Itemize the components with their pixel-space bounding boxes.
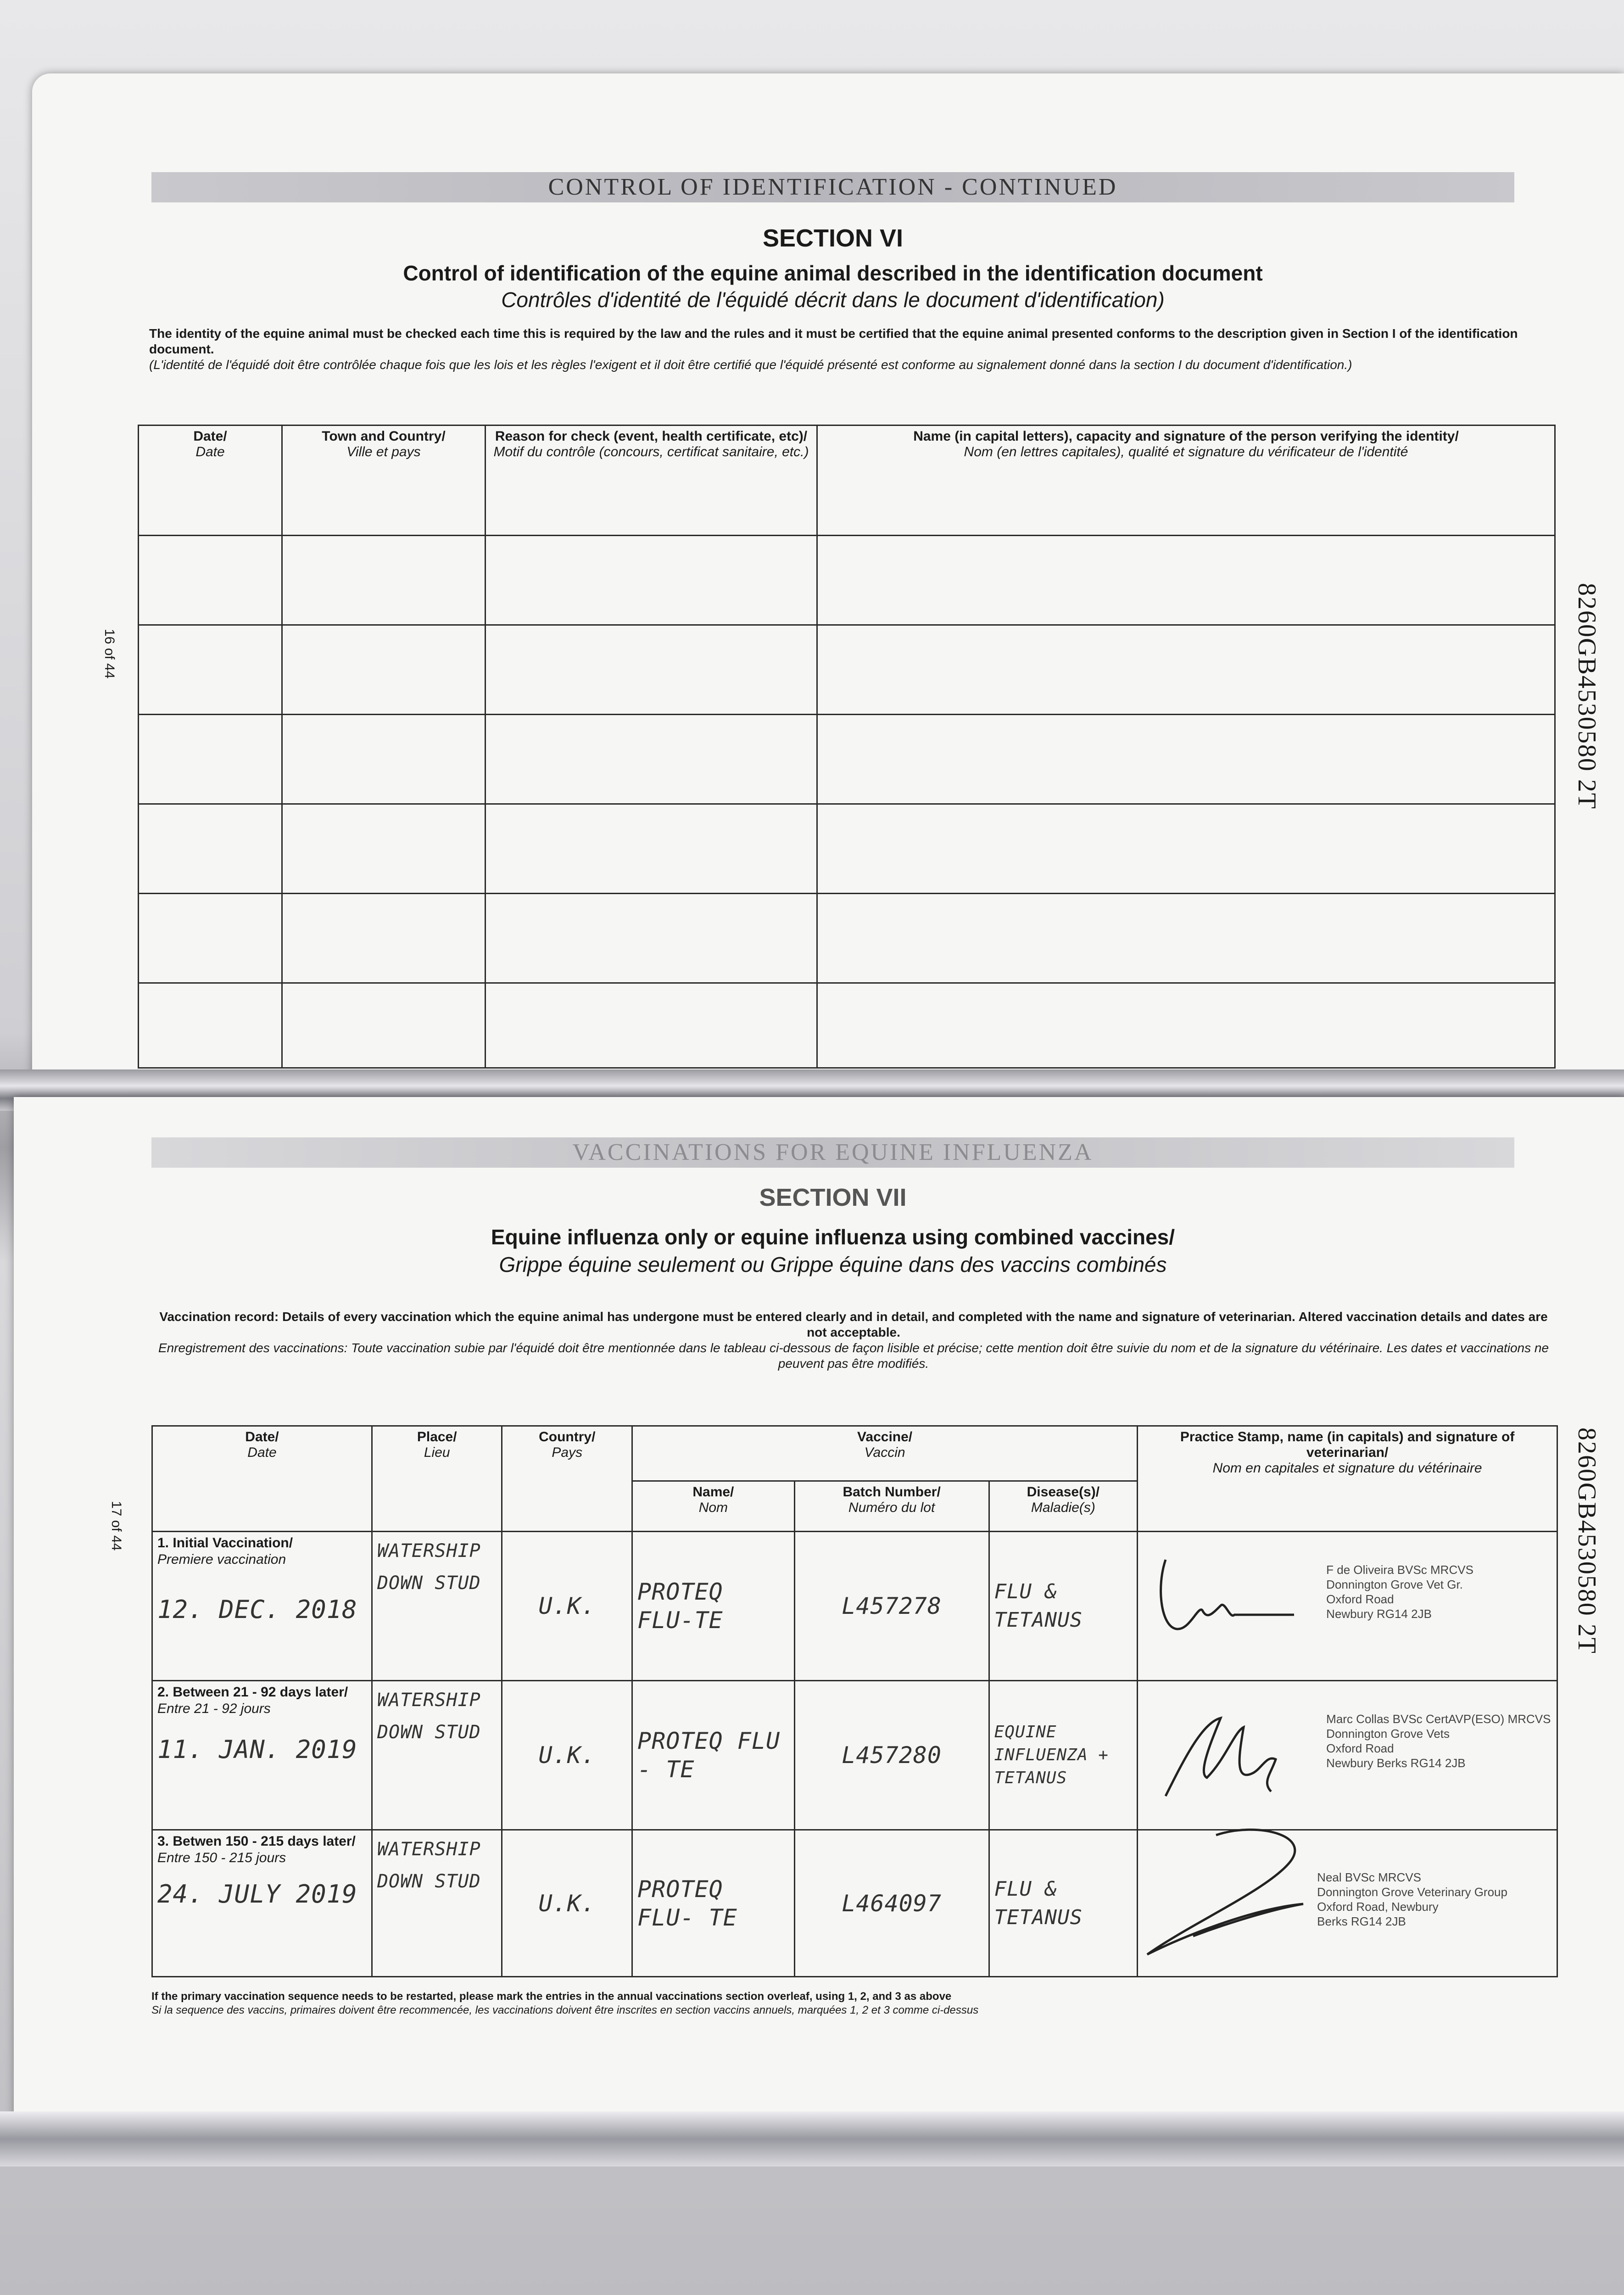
header-vaccine: Vaccine/ Vaccin: [632, 1426, 1138, 1481]
handwritten-vaccine-name: PROTEQ FLU- TE: [632, 1830, 795, 1977]
section7-footer: [151, 1990, 1556, 2017]
section6-band: CONTROL OF IDENTIFICATION - CONTINUED: [151, 172, 1514, 202]
handwritten-date: 24. JULY 2019: [157, 1880, 357, 1909]
handwritten-country: U.K.: [502, 1681, 632, 1830]
handwritten-disease: FLU & TETANUS: [989, 1532, 1138, 1681]
header-place: Place/ Lieu: [372, 1426, 502, 1532]
header-disease: Disease(s)/ Maladie(s): [989, 1481, 1138, 1532]
section7-title: SECTION VII: [759, 1184, 907, 1211]
practice-stamp: Neal BVSc MRCVS Donnington Grove Veterinary Group Oxford Road, Newbury Berks RG14 2JB: [1317, 1870, 1507, 1928]
table-header-row: [152, 1426, 1557, 1481]
section7-subtitle-en: Equine influenza only or equine influenza using combined vaccines/: [491, 1225, 1175, 1249]
vaccination-row: [152, 1532, 1557, 1681]
date-cell: [152, 1532, 372, 1681]
section7-intro-en: Vaccination record: Details of every vaccination which the equine animal has undergone must be entered clearly and in detail, and completed with the name and signature of veterinarian. Altered vaccination details and dates are not acceptable.: [159, 1310, 1548, 1339]
section6-intro-fr: (L'identité de l'équidé doit être contrôlée chaque fois que les lois et les règles l'exigent et il doit être certifié que l'équidé présenté est conforme au signalement donné dans la section I du document d'identification.): [149, 358, 1352, 372]
header-name: Name (in capital letters), capacity and signature of the person verifying the identity/ Nom (en lettres capitales), qualité et signature du vérificateur de l'identité: [817, 425, 1555, 536]
section6-intro: [149, 326, 1535, 373]
section7-intro-fr: Enregistrement des vaccinations: Toute vaccination subie par l'équidé doit être mentionnée dans le tableau ci-dessous de façon lisible et précise; cette mention doit être suivie du nom et de la signature du vétérinaire. Les dates et vaccinations ne peuvent pas être modifiés.: [158, 1341, 1549, 1371]
handwritten-batch: L457280: [794, 1681, 989, 1830]
table-row: [139, 536, 1555, 625]
document-id-bottom: 8260GB4530580 2T: [1573, 1427, 1601, 1654]
section6-subtitle-fr: Contrôles d'identité de l'équidé décrit dans le document d'identification): [501, 288, 1165, 312]
section6-intro-en: The identity of the equine animal must be checked each time this is required by the law and the rules and it must be certified that the equine animal presented conforms to the description given in Section I of the identification document.: [149, 326, 1518, 356]
section7-subtitle-fr: Grippe équine seulement ou Grippe équine dans des vaccins combinés: [499, 1253, 1167, 1276]
table-row: [139, 983, 1555, 1068]
footer-fr: Si la sequence des vaccins, primaires doivent être recommencée, les vaccinations doivent être inscrites en section vaccins annuels, marquées 1, 2 et 3 comme ci-dessus: [151, 2004, 979, 2016]
page-number-16: 16 of 44: [102, 629, 117, 679]
practice-stamp: F de Oliveira BVSc MRCVS Donnington Grove Vet Gr. Oxford Road Newbury RG14 2JB: [1326, 1563, 1473, 1621]
header-reason: Reason for check (event, health certificate, etc)/ Motif du contrôle (concours, certificat sanitaire, etc.): [486, 425, 817, 536]
handwritten-place: WATERSHIP DOWN STUD: [372, 1532, 502, 1681]
row-label-en: 2. Between 21 - 92 days later/: [157, 1685, 348, 1700]
date-cell: [152, 1830, 372, 1977]
vaccination-row: [152, 1681, 1557, 1830]
section6-table: [138, 425, 1556, 1069]
handwritten-place: WATERSHIP DOWN STUD: [372, 1681, 502, 1830]
stamp-cell: [1138, 1830, 1557, 1977]
handwritten-disease: EQUINE INFLUENZA + TETANUS: [989, 1681, 1138, 1830]
page-number-17: 17 of 44: [109, 1501, 124, 1551]
header-date: Date/ Date: [152, 1426, 372, 1532]
row-label-fr: Premiere vaccination: [157, 1552, 286, 1567]
header-town: Town and Country/ Ville et pays: [282, 425, 486, 536]
document-id-top: 8260GB4530580 2T: [1573, 583, 1601, 810]
header-stamp: Practice Stamp, name (in capitals) and signature of veterinarian/ Nom en capitales et signature du vétérinaire: [1138, 1426, 1557, 1532]
table-row: [139, 894, 1555, 983]
section7-intro: [156, 1309, 1551, 1371]
stamp-cell: [1138, 1681, 1557, 1830]
handwritten-place: WATERSHIP DOWN STUD: [372, 1830, 502, 1977]
footer-en: If the primary vaccination sequence needs to be restarted, please mark the entries in the annual vaccinations section overleaf, using 1, 2, and 3 as above: [151, 1990, 952, 2003]
vet-signature: [1138, 1817, 1331, 1973]
handwritten-date: 11. JAN. 2019: [157, 1735, 357, 1764]
vaccination-row: [152, 1830, 1557, 1977]
section7-table: [151, 1425, 1558, 1977]
handwritten-country: U.K.: [502, 1830, 632, 1977]
table-header-row: [139, 425, 1555, 536]
section6-title: SECTION VI: [762, 224, 904, 252]
row-label-en: 1. Initial Vaccination/: [157, 1535, 293, 1551]
stamp-cell: [1138, 1532, 1557, 1681]
handwritten-batch: L457278: [794, 1532, 989, 1681]
handwritten-disease: FLU & TETANUS: [989, 1830, 1138, 1977]
date-cell: [152, 1681, 372, 1830]
table-row: [139, 625, 1555, 715]
section6-subtitle-en: Control of identification of the equine animal described in the identification document: [403, 261, 1263, 285]
practice-stamp: Marc Collas BVSc CertAVP(ESO) MRCVS Donnington Grove Vets Oxford Road Newbury Berks RG14 2JB: [1326, 1712, 1551, 1770]
table-row: [139, 804, 1555, 894]
row-label-fr: Entre 21 - 92 jours: [157, 1701, 271, 1716]
header-batch: Batch Number/ Numéro du lot: [794, 1481, 989, 1532]
vet-signature: [1147, 1551, 1299, 1651]
handwritten-vaccine-name: PROTEQ FLU-TE: [632, 1532, 795, 1681]
vet-signature: [1156, 1704, 1294, 1805]
header-date: Date/ Date: [139, 425, 282, 536]
header-country: Country/ Pays: [502, 1426, 632, 1532]
section7-band: VACCINATIONS FOR EQUINE INFLUENZA: [151, 1137, 1514, 1168]
handwritten-country: U.K.: [502, 1532, 632, 1681]
row-label-en: 3. Betwen 150 - 215 days later/: [157, 1834, 356, 1849]
handwritten-vaccine-name: PROTEQ FLU - TE: [632, 1681, 795, 1830]
handwritten-date: 12. DEC. 2018: [157, 1595, 357, 1624]
table-row: [139, 715, 1555, 804]
booklet-bottom-edge: [0, 2111, 1624, 2166]
header-vaccine-name: Name/ Nom: [632, 1481, 795, 1532]
row-label-fr: Entre 150 - 215 jours: [157, 1850, 286, 1865]
handwritten-batch: L464097: [794, 1830, 989, 1977]
